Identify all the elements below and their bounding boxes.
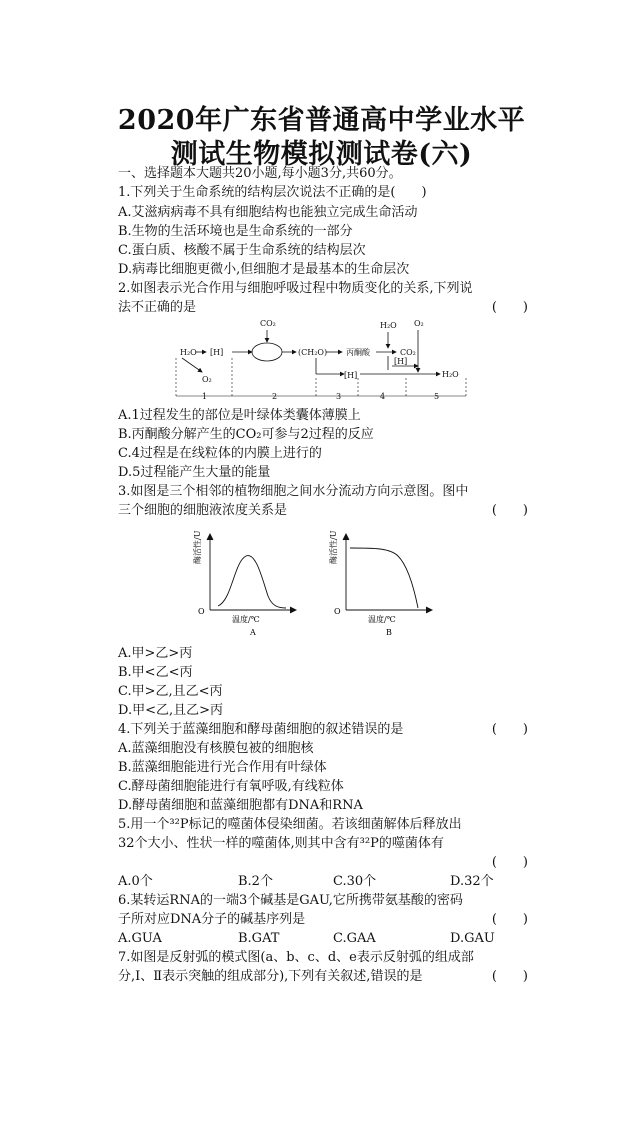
q5-option-a: A.0个	[118, 874, 153, 889]
q1-option-b: B.生物的生活环境也是生命系统的一部分	[118, 224, 353, 239]
q1-option-a: A.艾滋病病毒不具有细胞结构也能独立完成生命活动	[118, 205, 418, 220]
q4-option-a: A.蓝藻细胞没有核膜包被的细胞核	[118, 741, 314, 756]
q2-answer-paren: ( )	[491, 300, 528, 315]
process-label-1: 1	[202, 392, 208, 401]
q3-option-d: D.甲<乙,且乙>丙	[118, 703, 224, 718]
label-o2-left: O₂	[202, 375, 212, 384]
label-co2-top: CO₂	[260, 319, 276, 328]
q6-option-d: D.GAU	[450, 931, 495, 946]
q3-stem-line2	[118, 503, 528, 519]
graph-a-xlabel: 温度/℃	[232, 615, 260, 624]
label-pyruvate: 丙酮酸	[346, 348, 370, 357]
q6-stem-text: 子所对应DNA分子的碱基序列是	[118, 912, 306, 927]
q1-option-d: D.病毒比细胞更微小,但细胞才是最基本的生命层次	[118, 262, 410, 277]
q4-answer-paren: ( )	[491, 722, 528, 737]
graph-b-ylabel: 酶活性/U	[329, 530, 338, 564]
q5-option-b: B.2个	[238, 874, 273, 889]
q2-option-d: D.5过程能产生大量的能量	[118, 465, 271, 480]
q7-stem-line2	[118, 969, 528, 985]
graph-a-ylabel: 酶活性/U	[193, 530, 202, 564]
q2-option-b: B.丙酮酸分解产生的CO₂可参与2过程的反应	[118, 427, 374, 442]
enzyme-graph-a	[192, 528, 302, 640]
q6-option-b: B.GAT	[238, 931, 280, 946]
q6-stem-line2	[118, 912, 528, 928]
q4-option-b: B.蓝藻细胞能进行光合作用有叶绿体	[118, 760, 327, 775]
q6-option-c: C.GAA	[333, 931, 376, 946]
label-o2-right: O₂	[414, 319, 424, 328]
q3-stem-text: 三个细胞的细胞液浓度关系是	[118, 503, 288, 518]
process-label-2: 2	[272, 392, 278, 401]
curve-b	[350, 548, 418, 608]
photosynthesis-respiration-diagram	[170, 312, 470, 408]
q4-stem-text: 4.下列关于蓝藻细胞和酵母菌细胞的叙述错误的是	[118, 722, 404, 737]
exam-title-line2: 测试生物模拟测试卷(六)	[170, 139, 473, 170]
process-label-3: 3	[336, 392, 342, 401]
q7-stem-text: 分,Ⅰ、Ⅱ表示突触的组成部分),下列有关叙述,错误的是	[118, 969, 423, 984]
label-h2o-right-bottom: H₂O	[442, 370, 459, 379]
q2-option-a: A.1过程发生的部位是叶绿体类囊体薄膜上	[118, 408, 361, 423]
q3-option-c: C.甲>乙,且乙<丙	[118, 684, 223, 699]
q3-option-a: A.甲>乙>丙	[118, 646, 193, 661]
q2-stem-text: 法不正确的是	[118, 300, 197, 315]
label-h-right2: [H]	[344, 371, 358, 380]
graph-b-origin: O	[334, 607, 341, 616]
q4-stem-row	[118, 722, 528, 738]
q6-answer-paren: ( )	[491, 912, 528, 927]
graph-a-label: A	[250, 628, 256, 637]
q2-stem-line1: 2.如图表示光合作用与细胞呼吸过程中物质变化的关系,下列说	[118, 281, 473, 296]
process-label-5: 5	[434, 392, 440, 401]
q7-stem-line1: 7.如图是反射弧的模式图(a、b、c、d、e表示反射弧的组成部	[118, 950, 474, 965]
q4-option-d: D.酵母菌细胞和蓝藻细胞都有DNA和RNA	[118, 798, 363, 813]
q5-stem-line2: 32个大小、性状一样的噬菌体,则其中含有³²P的噬菌体有	[118, 836, 444, 851]
label-h2o-right-top: H₂O	[380, 321, 397, 330]
q6-stem-line1: 6.某转运RNA的一端3个碱基是GAU,它所携带氨基酸的密码	[118, 893, 463, 908]
q1-option-c: C.蛋白质、核酸不属于生命系统的结构层次	[118, 243, 366, 258]
q4-option-c: C.酵母菌细胞能进行有氧呼吸,有线粒体	[118, 779, 344, 794]
q5-option-d: D.32个	[450, 874, 494, 889]
exam-title-line1: 2020年广东省普通高中学业水平	[117, 105, 526, 136]
q5-option-c: C.30个	[333, 874, 377, 889]
graph-a-origin: O	[198, 607, 205, 616]
q6-option-a: A.GUA	[118, 931, 162, 946]
label-co2-right: CO₂	[400, 348, 416, 357]
q5-answer-paren: ( )	[491, 855, 528, 870]
process-label-4: 4	[380, 392, 386, 401]
graph-b-xlabel: 温度/℃	[368, 615, 396, 624]
curve-a	[218, 556, 286, 608]
q5-stem-line1: 5.用一个³²P标记的噬菌体侵染细菌。若该细菌解体后释放出	[118, 817, 462, 832]
label-h2o-left: H₂O	[180, 348, 197, 357]
graph-b-label: B	[386, 628, 392, 637]
label-ch2o: (CH₂O)	[298, 348, 328, 357]
section-heading: 一、选择题本大题共20小题,每小题3分,共60分。	[118, 166, 402, 181]
label-h-right1: [H]	[394, 357, 408, 366]
enzyme-graph-b	[328, 528, 438, 640]
q1-stem: 1.下列关于生命系统的结构层次说法不正确的是( )	[118, 185, 427, 200]
q7-answer-paren: ( )	[491, 969, 528, 984]
q3-answer-paren: ( )	[491, 503, 528, 518]
q3-stem-line1: 3.如图是三个相邻的植物细胞之间水分流动方向示意图。图中	[118, 484, 469, 499]
q2-option-c: C.4过程是在线粒体的内膜上进行的	[118, 446, 322, 461]
q3-option-b: B.甲<乙<丙	[118, 665, 193, 680]
label-h-left: [H]	[210, 348, 224, 357]
